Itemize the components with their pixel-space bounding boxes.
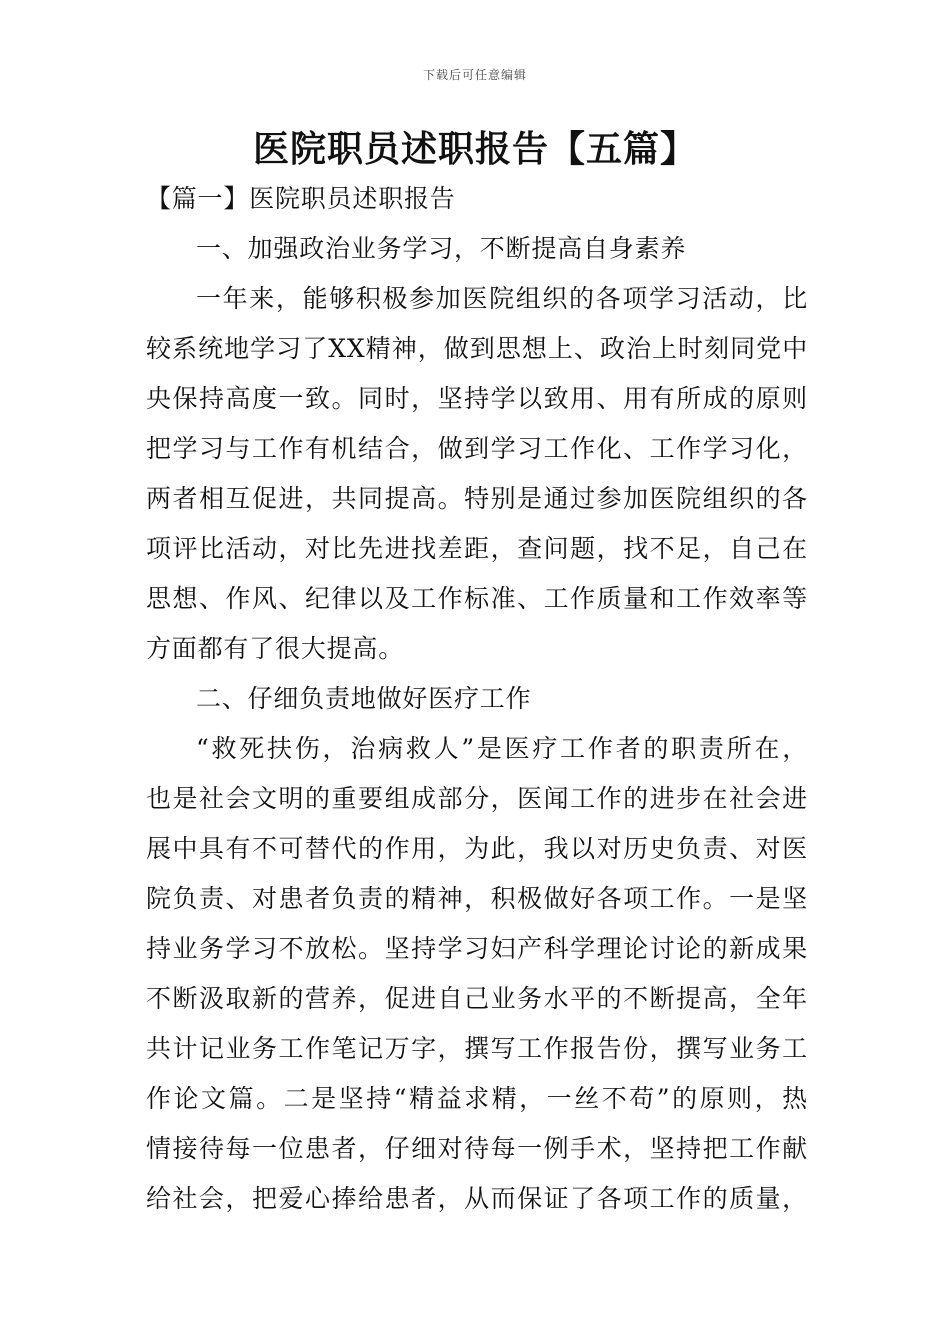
text-line: 一年来，能够积极参加医院组织的各项学习活动，比: [196, 284, 808, 313]
document-title: 医院职员述职报告【五篇】: [252, 128, 697, 170]
text-line: 情接待每一位患者，仔细对待每一例手术，坚持把工作献: [146, 1134, 808, 1163]
text-line: 院负责、对患者负责的精神，积极做好各项工作。一是坚: [146, 884, 808, 913]
text-line: 展中具有不可替代的作用，为此，我以对历史负责、对医: [146, 834, 808, 863]
header-note: 下载后可任意编辑: [422, 68, 527, 82]
text-line: 共计记业务工作笔记万字，撰写工作报告份，撰写业务工: [146, 1034, 808, 1063]
text-line: 思想、作风、纪律以及工作标准、工作质量和工作效率等: [146, 584, 808, 613]
text-line: 持业务学习不放松。坚持学习妇产科学理论讨论的新成果: [146, 934, 808, 963]
text-line: 央保持高度一致。同时，坚持学以致用、用有所成的原则: [146, 384, 808, 413]
text-line: 一、加强政治业务学习，不断提高自身素养: [196, 234, 687, 263]
document-body: [146, 174, 808, 1224]
text-line: 二、仔细负责地做好医疗工作: [196, 684, 532, 713]
text-line: 项评比活动，对比先进找差距，查问题，找不足，自己在: [146, 534, 808, 563]
text-line: 把学习与工作有机结合，做到学习工作化、工作学习化，: [146, 434, 808, 463]
text-line: 也是社会文明的重要组成部分，医闻工作的进步在社会进: [146, 784, 808, 813]
text-line: 给社会，把爱心捧给患者，从而保证了各项工作的质量，: [146, 1184, 808, 1213]
text-line: 较系统地学习了XX精神，做到思想上、政治上时刻同党中: [146, 334, 808, 363]
text-line: 两者相互促进，共同提高。特别是通过参加医院组织的各: [146, 484, 808, 513]
text-line: “救死扶伤，治病救人”是医疗工作者的职责所在，: [196, 734, 808, 763]
text-line: 作论文篇。二是坚持“精益求精，一丝不苟”的原则，热: [146, 1084, 808, 1113]
text-line: 不断汲取新的营养，促进自己业务水平的不断提高，全年: [146, 984, 808, 1013]
text-line: 【篇一】医院职员述职报告: [146, 184, 456, 213]
text-line: 方面都有了很大提高。: [146, 634, 405, 663]
